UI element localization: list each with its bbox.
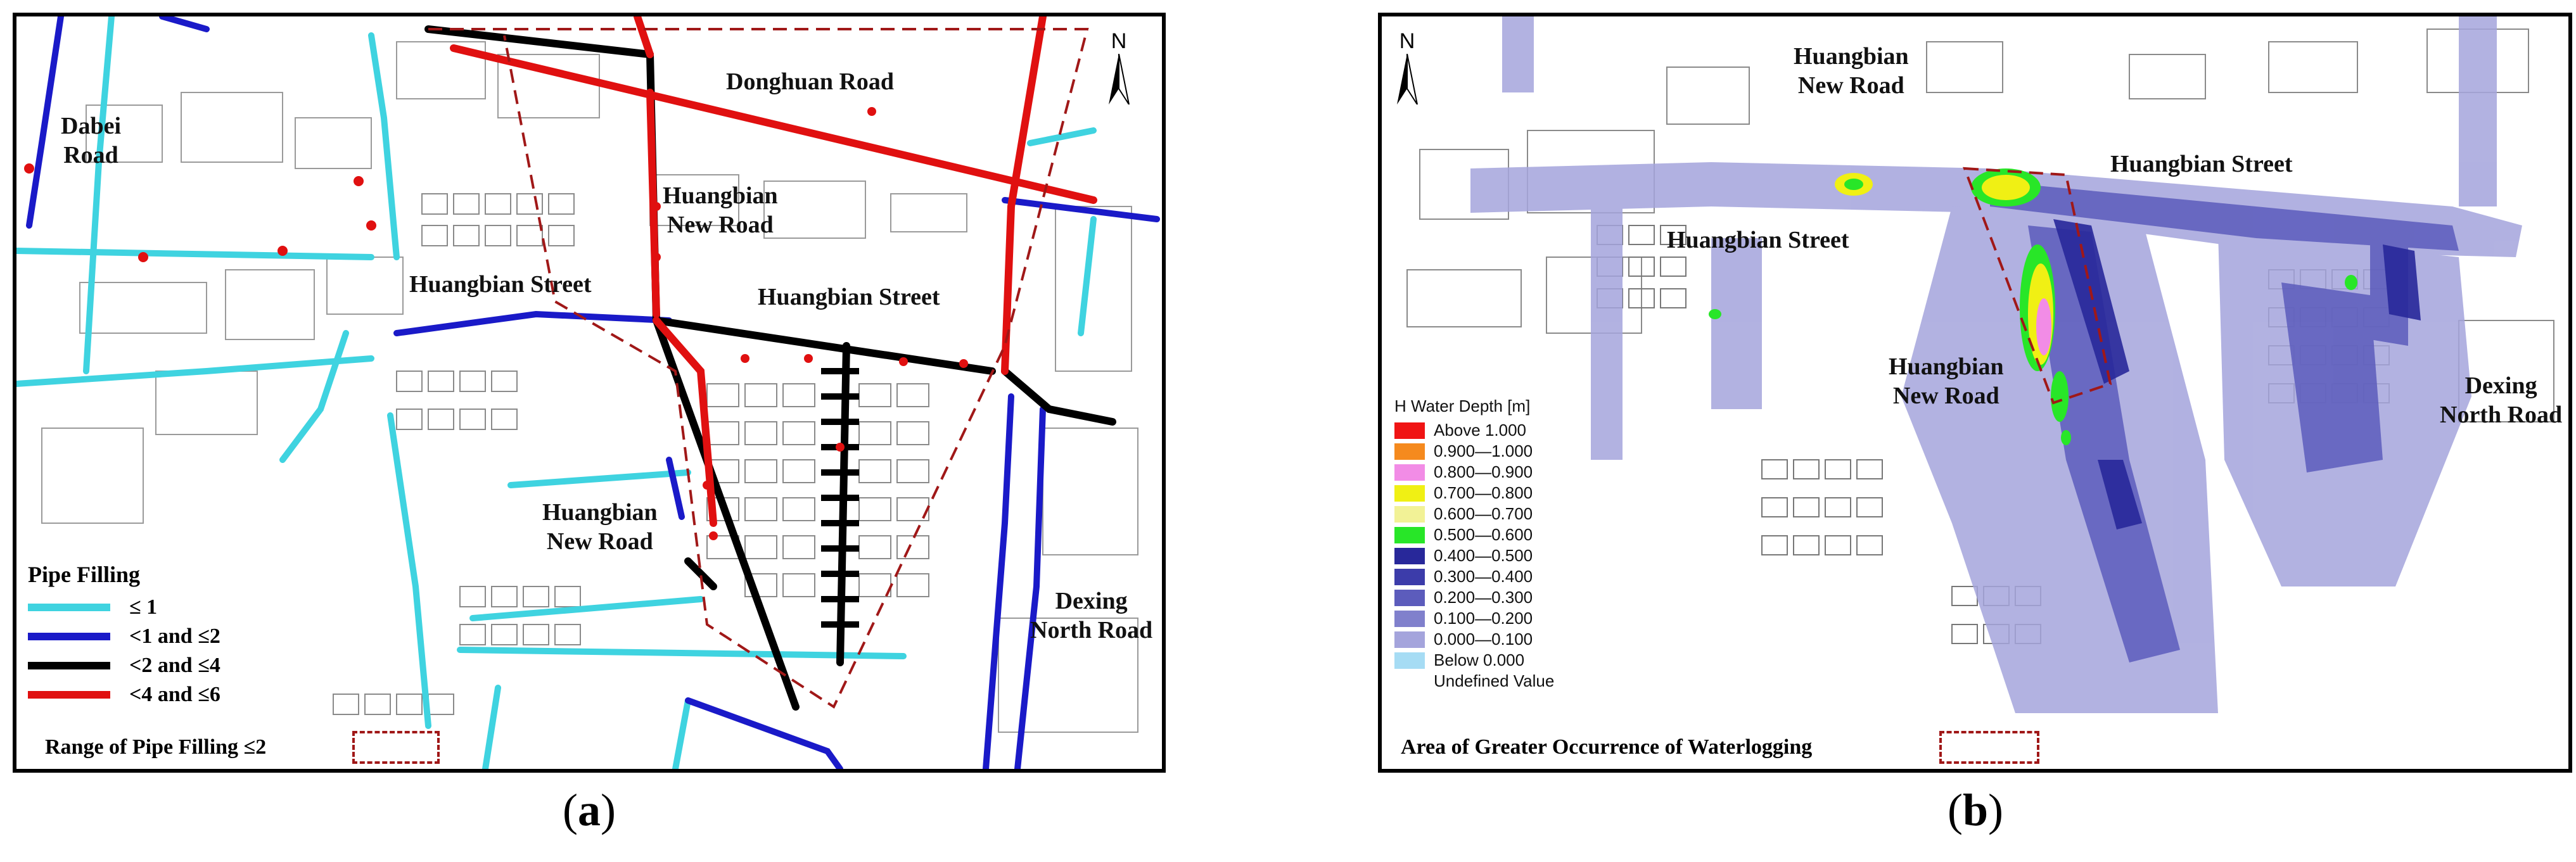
legend-swatch <box>1394 673 1425 690</box>
legend-label: 0.400—0.500 <box>1434 546 1533 565</box>
legend-item <box>1394 462 1554 483</box>
legend-swatch <box>1394 590 1425 606</box>
legend-swatch <box>1394 422 1425 439</box>
road-label-huangbian-new-road-top: Huangbian New Road <box>663 182 778 238</box>
legend-item <box>1394 650 1554 671</box>
map-panel-a <box>13 13 1166 773</box>
road-label-huangbian-street-left: Huangbian Street <box>409 271 592 298</box>
legend-label: Above 1.000 <box>1434 421 1527 440</box>
legend-item <box>1394 566 1554 587</box>
legend-item <box>1394 629 1554 650</box>
legend-swatch <box>1394 443 1425 460</box>
legend-swatch <box>1394 464 1425 481</box>
legend-swatch <box>28 691 110 699</box>
legend-swatch <box>1394 631 1425 648</box>
legend-label: 0.300—0.400 <box>1434 567 1533 586</box>
legend-label: 0.600—0.700 <box>1434 504 1533 523</box>
legend-item <box>1394 524 1554 545</box>
north-arrow-icon <box>1106 54 1132 105</box>
legend-item <box>28 680 256 709</box>
legend-item <box>1394 420 1554 441</box>
pipe-filling-legend <box>28 561 256 709</box>
road-label-dexing: Dexing North Road <box>2440 372 2563 428</box>
water-depth-legend <box>1394 396 1554 692</box>
legend-label: 0.500—0.600 <box>1434 525 1533 544</box>
legend-swatch <box>1394 569 1425 585</box>
pipes-filling-2-4 <box>428 29 1113 707</box>
legend-swatch <box>1394 506 1425 523</box>
caption-a: (a) <box>563 785 616 835</box>
road-label-huangbian-new-road-mid: Huangbian New Road <box>1889 353 2004 409</box>
legend-item <box>1394 587 1554 608</box>
range-legend-box <box>352 731 440 764</box>
road-label-donghuan: Donghuan Road <box>726 68 895 95</box>
legend-label: 0.200—0.300 <box>1434 588 1533 607</box>
legend-title: Pipe Filling <box>28 562 141 587</box>
legend-item <box>1394 441 1554 462</box>
legend-item <box>1394 608 1554 629</box>
legend-swatch <box>1394 527 1425 543</box>
legend-swatch <box>1394 485 1425 502</box>
road-label-huangbian-street-right: Huangbian Street <box>758 284 940 310</box>
legend-item <box>28 651 256 680</box>
north-label: N <box>1111 29 1127 53</box>
range-legend-box <box>1939 731 2039 764</box>
legend-label: ≤ 1 <box>129 595 158 619</box>
legend-label: <2 and ≤4 <box>129 654 220 677</box>
road-label-dexing: Dexing North Road <box>1030 588 1153 643</box>
legend-label: 0.900—1.000 <box>1434 441 1533 460</box>
legend-label: 0.000—0.100 <box>1434 630 1533 649</box>
legend-swatch <box>28 604 110 611</box>
road-label-huangbian-new-road-bottom: Huangbian New Road <box>542 499 658 555</box>
map-panel-b <box>1378 13 2572 773</box>
range-note: Range of Pipe Filling ≤2 <box>45 735 267 759</box>
caption-b: (b) <box>1947 785 2003 835</box>
road-label-dabei: Dabei Road <box>61 113 121 168</box>
legend-item <box>28 593 256 622</box>
legend-swatch <box>28 662 110 669</box>
road-label-huangbian-street-top: Huangbian Street <box>2110 151 2293 177</box>
legend-item <box>1394 504 1554 524</box>
legend-label: Below 0.000 <box>1434 650 1525 669</box>
legend-item <box>1394 483 1554 504</box>
road-label-huangbian-new-road-top: Huangbian New Road <box>1794 43 1909 99</box>
legend-label: 0.100—0.200 <box>1434 609 1533 628</box>
legend-label: <4 and ≤6 <box>129 683 220 706</box>
legend-label: <1 and ≤2 <box>129 624 220 648</box>
legend-label: 0.700—0.800 <box>1434 483 1533 502</box>
range-note: Area of Greater Occurrence of Waterlogging <box>1401 735 1813 759</box>
legend-label: 0.800—0.900 <box>1434 462 1533 481</box>
legend-title: H Water Depth [m] <box>1394 396 1531 415</box>
north-arrow <box>1106 29 1132 110</box>
legend-swatch <box>1394 548 1425 564</box>
north-arrow <box>1394 29 1420 110</box>
north-label: N <box>1399 29 1415 53</box>
north-arrow-icon <box>1394 54 1420 105</box>
legend-swatch <box>28 633 110 640</box>
legend-swatch <box>1394 652 1425 669</box>
legend-item <box>1394 545 1554 566</box>
legend-label: Undefined Value <box>1434 671 1555 690</box>
legend-swatch <box>1394 611 1425 627</box>
legend-item <box>28 622 256 651</box>
road-label-huangbian-street-left: Huangbian Street <box>1667 227 1849 253</box>
legend-item <box>1394 671 1554 692</box>
